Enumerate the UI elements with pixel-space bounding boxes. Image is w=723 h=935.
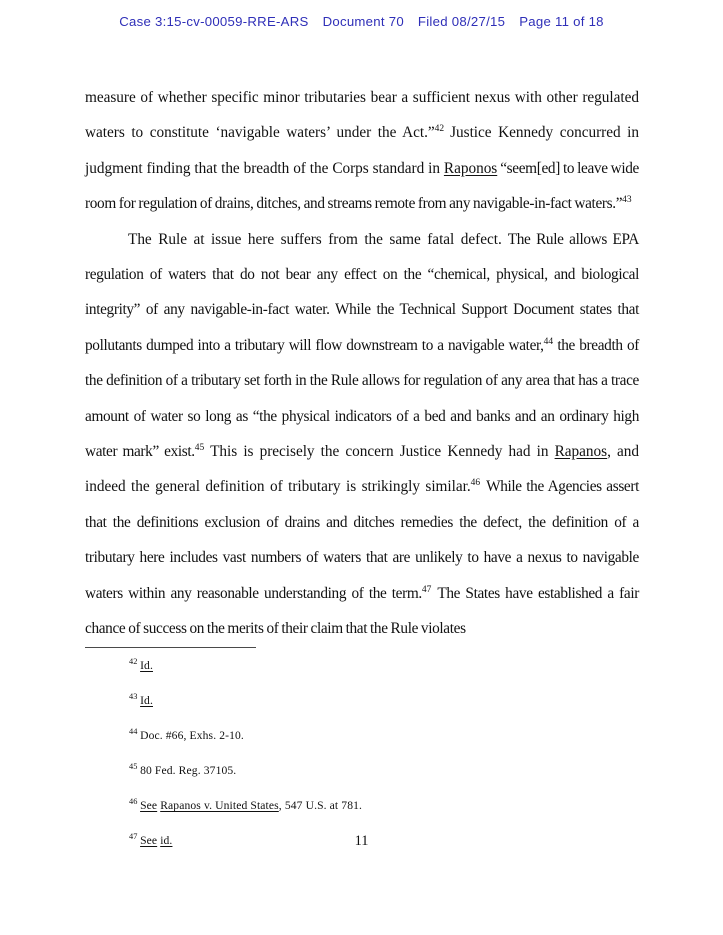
footnote-text: Doc. #66, Exhs. 2-10. bbox=[140, 729, 244, 742]
footnote-text: Id. bbox=[140, 659, 153, 672]
footnote-ref-45: 45 bbox=[194, 442, 205, 453]
footnote-number: 44 bbox=[129, 727, 138, 737]
footnote-item bbox=[85, 764, 639, 778]
footnote-ref-46: 46 bbox=[470, 478, 481, 489]
paragraph-continuation bbox=[85, 80, 639, 222]
footnote-text: Id. bbox=[140, 694, 153, 707]
footnote-ref-42: 42 bbox=[434, 124, 445, 135]
footnote-ref-47: 47 bbox=[421, 584, 432, 595]
footnote-number: 46 bbox=[129, 797, 138, 807]
footnote-item bbox=[85, 694, 639, 708]
footnote-case-name: id. bbox=[160, 834, 173, 847]
para2-part6: While the Agencies assert that the definitions exclusion of drains and ditches remedies the defect, the definition of a tributary here includes vast numbers of waters that are unlikely to have a nexus to navigable waters within any reasonable understanding of the term. bbox=[85, 478, 640, 602]
footnote-item bbox=[85, 729, 639, 743]
paragraph-rule-defect bbox=[85, 222, 639, 647]
para1-part2: Justice Kennedy concurred in judgment finding that the breadth of the Corps standard in bbox=[85, 124, 639, 177]
header-filed-date: Filed 08/27/15 bbox=[417, 14, 506, 29]
footnote-number: 47 bbox=[129, 832, 138, 842]
footnote-item bbox=[85, 659, 639, 673]
footnote-number: 45 bbox=[129, 762, 138, 772]
para2-part1: The Rule at issue here suffers from the same fatal defect. bbox=[128, 230, 502, 248]
footnote-item bbox=[85, 799, 639, 813]
para2-part5: , and indeed the general definition of tributary is strikingly similar. bbox=[85, 443, 639, 496]
header-document-number: Document 70 bbox=[322, 14, 404, 29]
para2-part7: The States have established a fair chance of success on the merits of their claim that the Rule violates bbox=[85, 584, 640, 638]
footnote-signal: See bbox=[140, 834, 158, 847]
case-citation-rapanos: Rapanos bbox=[554, 443, 608, 461]
para1-part3: “seem[ed] to leave wide room for regulation of drains, ditches, and streams remote from any navigable-in-fact waters.” bbox=[85, 159, 639, 213]
footnote-number: 43 bbox=[129, 692, 138, 702]
footnote-ref-43: 43 bbox=[622, 195, 632, 206]
footnote-separator-rule bbox=[85, 647, 256, 648]
body-text-block bbox=[85, 80, 639, 647]
footnote-citation-rest: , 547 U.S. at 781. bbox=[278, 799, 363, 812]
footnote-text: 80 Fed. Reg. 37105. bbox=[140, 764, 237, 777]
para2-part4: This is precisely the concern Justice Kennedy had in bbox=[204, 443, 555, 461]
footnote-case-name: Rapanos v. United States bbox=[160, 799, 279, 812]
header-case-number: Case 3:15-cv-00059-RRE-ARS bbox=[119, 14, 309, 29]
page-number: 11 bbox=[354, 833, 369, 849]
footnote-number: 42 bbox=[129, 657, 138, 667]
header-page-indicator: Page 11 of 18 bbox=[519, 14, 604, 29]
footnote-signal: See bbox=[140, 799, 158, 812]
para1-part1: measure of whether specific minor tributaries bear a sufficient nexus with other regulated waters to constitute ‘navigable waters’ under the Act.” bbox=[85, 89, 639, 142]
ecf-header-stamp bbox=[0, 14, 723, 29]
case-citation-raponos: Raponos bbox=[443, 159, 498, 177]
footnote-ref-44: 44 bbox=[543, 336, 554, 347]
para2-part3: the breadth of the definition of a tributary set forth in the Rule allows for regulation of any area that has a trace amount of water so long as “the physical indicators of a bed and banks and an ordinary high water mark” exist. bbox=[85, 336, 639, 461]
para2-part2: The Rule allows EPA regulation of waters that do not bear any effect on the “chemical, physical, and biological integrity” of any navigable-in-fact water. While the Technical Support Document states that pollutants dumped into a tributary will flow downstream to a navigable water, bbox=[85, 230, 640, 354]
